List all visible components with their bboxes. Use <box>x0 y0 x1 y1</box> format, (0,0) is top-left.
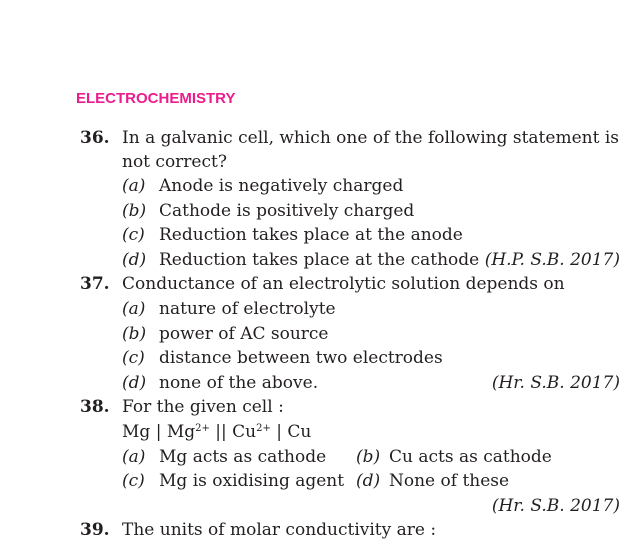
option-b: (b) power of AC source <box>122 324 329 344</box>
question-number: 39. <box>80 520 110 540</box>
option-c: (c) distance between two electrodes <box>122 348 443 368</box>
question-number: 36. <box>80 128 110 148</box>
option-c: (c) Mg is oxidising agent <box>122 471 345 491</box>
source-citation: (Hr. S.B. 2017) <box>491 496 620 516</box>
option-d: (d) None of these <box>356 471 510 491</box>
option-a: (a) Mg acts as cathode <box>122 447 327 467</box>
option-b: (b) Cathode is positively charged <box>122 201 415 221</box>
question-text: The units of molar conductivity are : <box>122 520 437 540</box>
section-title: ELECTROCHEMISTRY <box>76 90 236 107</box>
cell-notation: Mg | $Mg^{2+}$ || $Cu^{2+}$ | Cu <box>122 422 312 442</box>
source-citation: (H.P. S.B. 2017) <box>484 250 620 270</box>
option-c: (c) Reduction takes place at the anode <box>122 225 463 245</box>
source-citation: (Hr. S.B. 2017) <box>491 373 620 393</box>
option-a: (a) Anode is negatively charged <box>122 176 404 196</box>
question-number: 37. <box>80 274 110 294</box>
question-text: not correct? <box>122 152 227 172</box>
question-text: In a galvanic cell, which one of the following statement is <box>122 128 619 148</box>
option-d: (d) none of the above. <box>122 373 319 393</box>
question-text: For the given cell : <box>122 397 284 417</box>
option-a: (a) nature of electrolyte <box>122 299 336 319</box>
option-b: (b) Cu acts as cathode <box>356 447 552 467</box>
option-d: (d) Reduction takes place at the cathode <box>122 250 480 270</box>
question-number: 38. <box>80 397 110 417</box>
question-text: Conductance of an electrolytic solution depends on <box>122 274 565 294</box>
